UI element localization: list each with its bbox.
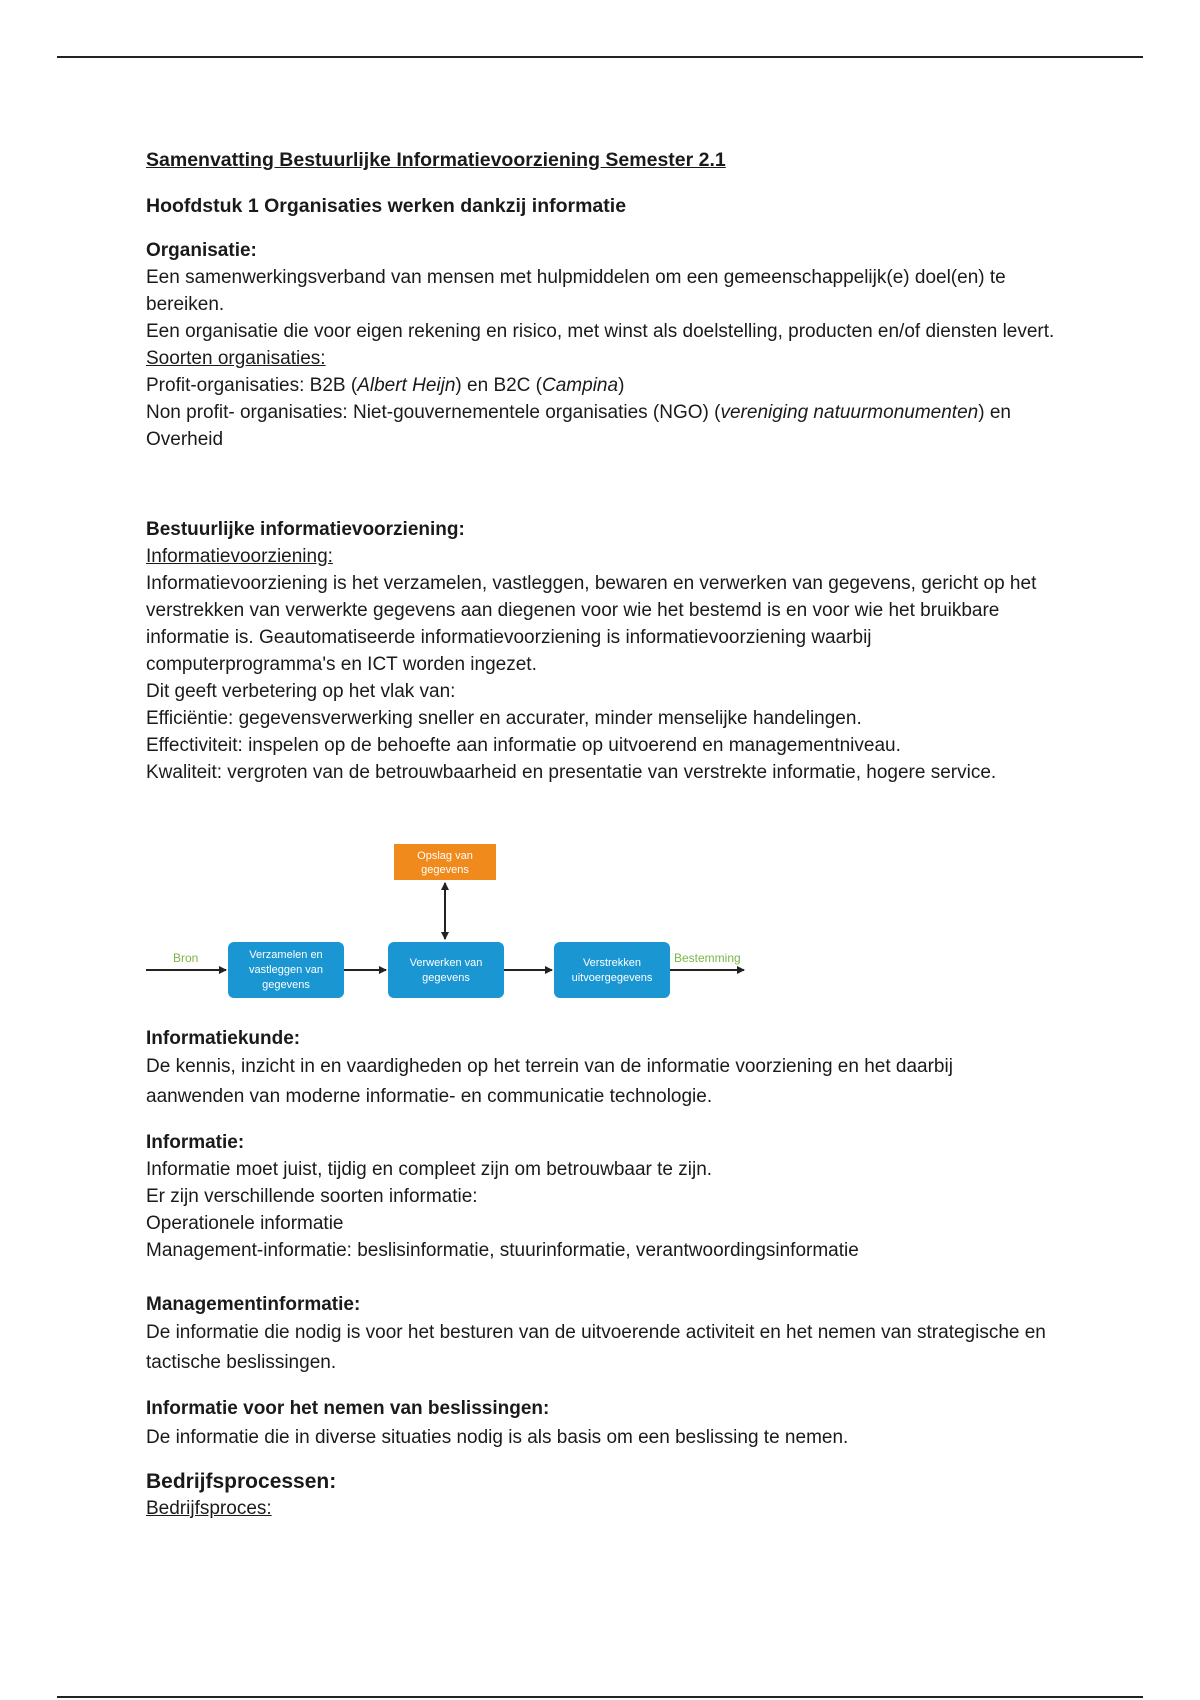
section-bedrijfsprocessen	[146, 1468, 1056, 1522]
process-label: Verstrekken	[582, 957, 642, 969]
section-heading: Managementinformatie:	[146, 1294, 361, 1315]
section-organisatie	[146, 237, 1056, 453]
subheading: Soorten organisaties:	[146, 348, 326, 369]
storage-label: Opslag van	[417, 850, 473, 862]
paragraph: De informatie die nodig is voor het besturen van de uitvoerende activiteit en het nemen van strategische en tactische beslissingen.	[146, 1322, 1046, 1373]
section-heading: Bedrijfsprocessen:	[146, 1470, 337, 1493]
section-heading: Bestuurlijke informatievoorziening:	[146, 519, 465, 540]
paragraph: Er zijn verschillende soorten informatie:	[146, 1186, 478, 1207]
process-label: uitvoergegevens	[571, 972, 653, 984]
footer-rule	[57, 1696, 1143, 1698]
example-text: Albert Heijn	[357, 375, 456, 396]
paragraph: Operationele informatie	[146, 1213, 344, 1234]
source-label: Bron	[173, 951, 199, 965]
process-label: gegevens	[262, 979, 310, 991]
section-informatiekunde	[146, 1025, 1056, 1112]
section-heading: Informatiekunde:	[146, 1028, 301, 1049]
paragraph: De informatie die in diverse situaties nodig is als basis om een beslissing te nemen.	[146, 1427, 849, 1448]
section-heading: Informatie:	[146, 1132, 245, 1153]
process-box	[388, 942, 504, 998]
section-informatie	[146, 1129, 1056, 1264]
paragraph: Een organisatie die voor eigen rekening en risico, met winst als doelstelling, producten en/of diensten levert.	[146, 321, 1055, 342]
example-text: Campina	[542, 375, 619, 396]
subheading: Informatievoorziening:	[146, 546, 333, 567]
process-label: vastleggen van	[249, 964, 323, 976]
paragraph: Informatie moet juist, tijdig en compleet zijn om betrouwbaar te zijn.	[146, 1159, 713, 1180]
paragraph: Management-informatie: beslisinformatie, stuurinformatie, verantwoordingsinformatie	[146, 1240, 859, 1261]
paragraph-nonprofit: Non profit- organisaties: Niet-gouvernementele organisaties (NGO) (vereniging natuurmonumenten) en Overheid	[146, 402, 1011, 450]
chapter-heading: Hoofdstuk 1 Organisaties werken dankzij informatie	[146, 195, 627, 217]
destination-label: Bestemming	[674, 951, 741, 965]
paragraph-profit: Profit-organisaties: B2B (Albert Heijn) en B2C (Campina)	[146, 375, 625, 396]
paragraph: De kennis, inzicht in en vaardigheden op het terrein van de informatie voorziening en het daarbij aanwenden van moderne informatie- en communicatie technologie.	[146, 1056, 953, 1107]
paragraph: Een samenwerkingsverband van mensen met hulpmiddelen om een gemeenschappelijk(e) doel(en) te bereiken.	[146, 267, 1006, 315]
paragraph: Kwaliteit: vergroten van de betrouwbaarheid en presentatie van verstrekte informatie, hogere service.	[146, 762, 997, 783]
process-label: Verzamelen en	[249, 949, 323, 961]
paragraph: Informatievoorziening is het verzamelen, vastleggen, bewaren en verwerken van gegevens, gericht op het verstrekken van verwerkte gegevens aan diegenen voor wie het bestemd is en voor wie het bruikbare informatie is. Geautomatiseerde informatievoorziening is informatievoorziening waarbij computerprogramma's en ICT worden ingezet.	[146, 573, 1037, 675]
document-title: Samenvatting Bestuurlijke Informatievoorziening Semester 2.1	[146, 149, 726, 171]
process-diagram	[146, 840, 756, 1015]
section-managementinformatie	[146, 1291, 1056, 1378]
section-heading: Informatie voor het nemen van beslissingen:	[146, 1398, 550, 1419]
paragraph: Efficiëntie: gegevensverwerking sneller en accurater, minder menselijke handelingen.	[146, 708, 862, 729]
section-biv	[146, 516, 1056, 786]
section-heading: Organisatie:	[146, 240, 257, 261]
process-label: Verwerken van	[409, 957, 483, 969]
process-box	[554, 942, 670, 998]
process-label: gegevens	[422, 972, 470, 984]
subheading: Bedrijfsproces:	[146, 1498, 272, 1519]
header-rule	[57, 56, 1143, 58]
section-beslissingen	[146, 1395, 1056, 1451]
paragraph: Dit geeft verbetering op het vlak van:	[146, 681, 456, 702]
storage-label: gegevens	[421, 864, 469, 876]
paragraph: Effectiviteit: inspelen op de behoefte aan informatie op uitvoerend en managementniveau.	[146, 735, 901, 756]
example-text: vereniging natuurmonumenten	[720, 402, 979, 423]
